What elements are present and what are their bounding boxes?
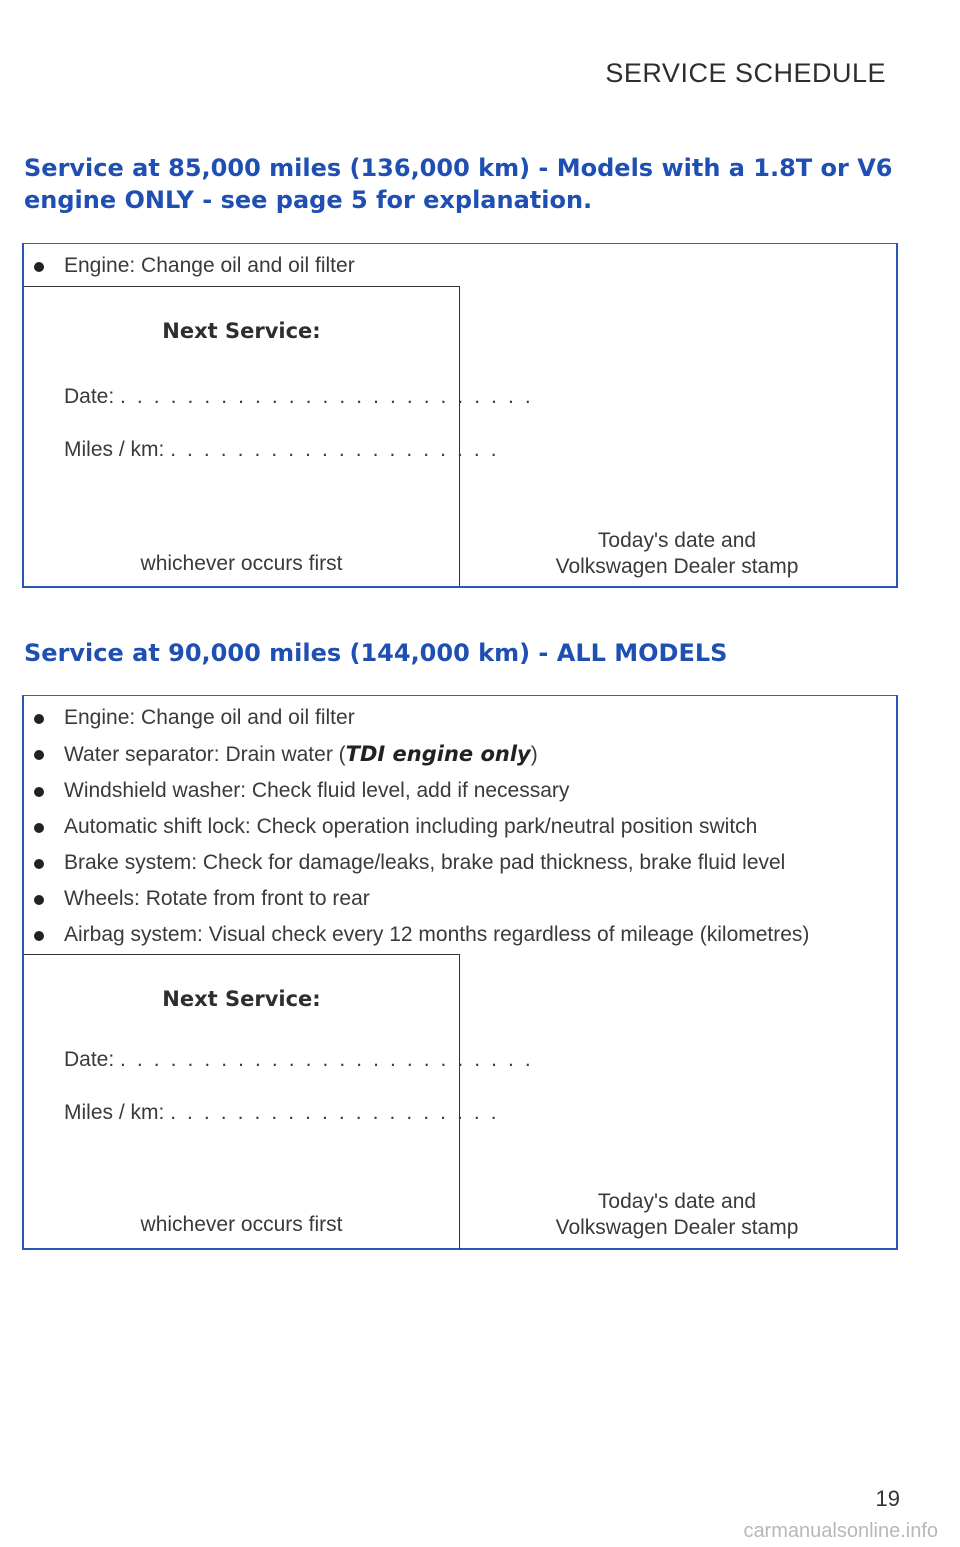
dealer-stamp-area: Today's date and Volkswagen Dealer stamp: [555, 1190, 799, 1239]
page-header: SERVICE SCHEDULE: [605, 58, 886, 88]
bullet-icon: [34, 931, 44, 941]
whichever-note: whichever occurs first: [140, 1213, 343, 1236]
next-service-title: Next Service:: [162, 319, 321, 343]
list-item: Engine: Change oil and oil filter: [24, 248, 896, 284]
watermark: carmanualsonline.info: [743, 1520, 938, 1542]
section-title: Service at 85,000 miles (136,000 km) - Models with a 1.8T or V6 engine ONLY - see page 5 for explanation.: [24, 154, 893, 214]
next-service-panel: [24, 286, 534, 586]
service-box: [22, 695, 898, 1250]
page-number: 19: [875, 1486, 900, 1511]
checklist: [24, 244, 896, 284]
list-item: Water separator: Drain water (TDI engine only): [24, 736, 896, 773]
next-service-title: Next Service:: [162, 987, 321, 1011]
bullet-icon: [34, 787, 44, 797]
bullet-icon: [34, 750, 44, 760]
date-field: Date: . . . . . . . . . . . . . . . . . . . . . . . . .: [64, 1048, 534, 1071]
list-item: Brake system: Check for damage/leaks, brake pad thickness, brake fluid level: [24, 845, 896, 881]
section-title: Service at 90,000 miles (144,000 km) - ALL MODELS: [24, 639, 728, 667]
checklist: [24, 696, 896, 953]
bullet-icon: [34, 262, 44, 272]
service-box: [22, 243, 898, 588]
miles-field: Miles / km: . . . . . . . . . . . . . . . . . . . .: [64, 438, 500, 461]
bullet-icon: [34, 895, 44, 905]
next-service-panel: [24, 954, 534, 1249]
bullet-icon: [34, 714, 44, 724]
list-item: Windshield washer: Check fluid level, add if necessary: [24, 773, 896, 809]
miles-field: Miles / km: . . . . . . . . . . . . . . . . . . . .: [64, 1101, 500, 1124]
whichever-note: whichever occurs first: [140, 552, 343, 575]
list-item: Engine: Change oil and oil filter: [24, 700, 896, 736]
dealer-stamp-area: Today's date and Volkswagen Dealer stamp: [555, 529, 799, 578]
list-item: Automatic shift lock: Check operation including park/neutral position switch: [24, 809, 896, 845]
date-field: Date: . . . . . . . . . . . . . . . . . . . . . . . . .: [64, 385, 534, 408]
list-item: Airbag system: Visual check every 12 months regardless of mileage (kilometres): [24, 917, 896, 953]
bullet-icon: [34, 823, 44, 833]
bullet-icon: [34, 859, 44, 869]
list-item: Wheels: Rotate from front to rear: [24, 881, 896, 917]
